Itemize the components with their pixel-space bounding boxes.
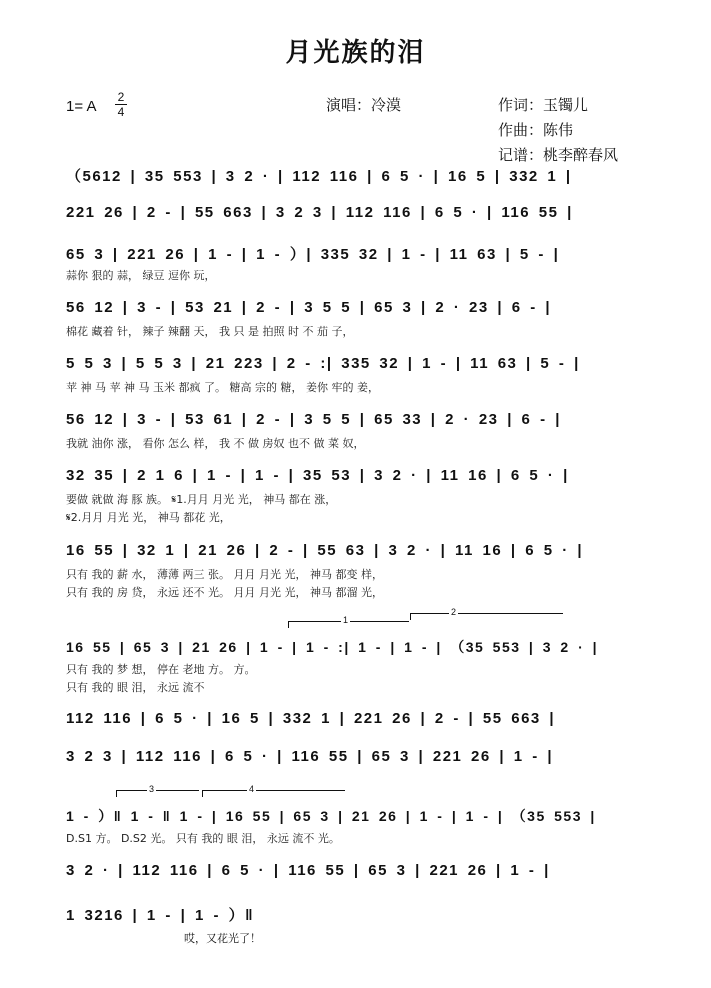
notation-row: [0, 542, 711, 599]
lyrics-line: 只有 我的 房 贷， 永远 还不 光。 月月 月光 光， 神马 都溜 光，: [66, 586, 383, 599]
notes-line: 16 55 | 65 3 | 21 26 | 1 - | 1 - :| 1 - | 1 - | （35 553 | 3 2 · |: [66, 639, 599, 655]
lyrics-line: D.S1 方。 D.S2 光。 只有 我的 眼 泪， 永远 流不 光。: [66, 832, 340, 845]
notation-row: [0, 165, 711, 205]
volta-bracket: [116, 784, 199, 797]
lyrics-line: 蒜你 狠的 蒜， 绿豆 逗你 玩，: [66, 269, 216, 282]
notation-row: [0, 748, 711, 788]
notes-line: 1 3216 | 1 - | 1 - ）‖: [66, 907, 255, 924]
volta-label: 1: [343, 615, 349, 625]
singer-credit: 演唱：冷漠: [326, 96, 402, 114]
notes-line: 16 55 | 32 1 | 21 26 | 2 - | 55 63 | 3 2 · | 11 16 | 6 5 · |: [66, 542, 584, 559]
notation-row: [0, 784, 711, 846]
meter-top: 2: [117, 90, 125, 104]
lyrics-line: 要做 就做 海 豚 族。 𝄋1.月月 月光 光， 神马 都在 涨，: [66, 493, 337, 506]
notes-line: （5612 | 35 553 | 3 2 · | 112 116 | 6 5 · | 16 5 | 332 1 |: [66, 168, 572, 185]
lyrics-line: 苹 神 马 苹 神 马 玉米 都疯 了。 糖高 宗的 糖， 姜你 牢的 姜，: [66, 381, 379, 394]
volta-bracket: [288, 615, 409, 628]
notation-row: [0, 904, 711, 944]
closing-remark: 哎，又花光了！: [184, 932, 261, 945]
key-signature: 1= A: [66, 98, 97, 115]
notes-line: 112 116 | 6 5 · | 16 5 | 332 1 | 221 26 | 2 - | 55 663 |: [66, 710, 556, 727]
notes-line: 3 2 · | 112 116 | 6 5 · | 116 55 | 65 3 | 221 26 | 1 - |: [66, 862, 550, 879]
notes-line: 5 5 3 | 5 5 3 | 21 223 | 2 - :| 335 32 | 1 - | 11 63 | 5 - |: [66, 355, 580, 372]
notes-line: 221 26 | 2 - | 55 663 | 3 2 3 | 112 116 | 6 5 · | 116 55 |: [66, 204, 573, 221]
notes-line: 65 3 | 221 26 | 1 - | 1 - ）| 335 32 | 1 - | 11 63 | 5 - |: [66, 246, 560, 263]
lyrics-line: 我就 油你 涨， 看你 怎么 样， 我 不 做 房奴 也不 做 菜 奴，: [66, 437, 365, 450]
lyrics-line: 只有 我的 薪 水， 薄薄 两三 张。 月月 月光 光， 神马 都变 样，: [66, 568, 383, 581]
lyrics-line: 棉花 藏着 针， 辣子 辣翻 天， 我 只 是 拍照 时 不 茄 子，: [66, 325, 354, 338]
notation-row: [0, 607, 711, 694]
notes-line: 1 - ）‖ 1 - ‖ 1 - | 16 55 | 65 3 | 21 26 | 1 - | 1 - | （35 553 |: [66, 808, 596, 824]
notes-line: 56 12 | 3 - | 53 61 | 2 - | 3 5 5 | 65 33 | 2 · 23 | 6 - |: [66, 411, 561, 428]
notation-row: [0, 355, 711, 395]
lyricist-credit: 作词：玉镯儿: [498, 96, 589, 114]
notes-line: 3 2 3 | 112 116 | 6 5 · | 116 55 | 65 3 | 221 26 | 1 - |: [66, 748, 554, 765]
volta-label: 2: [451, 607, 457, 617]
notation-row: [0, 299, 711, 339]
notation-row: [0, 710, 711, 750]
lyrics-line: 𝄋2.月月 月光 光， 神马 都花 光，: [66, 511, 231, 524]
notation-row: [0, 204, 711, 244]
notation-row: [0, 467, 711, 524]
notation-row: [0, 411, 711, 451]
meter-bottom: 4: [117, 105, 125, 119]
volta-label: 3: [149, 784, 155, 794]
lyrics-line: 只有 我的 眼 泪， 永远 流不: [66, 681, 205, 694]
volta-bracket: [202, 784, 345, 797]
song-title: 月光族的泪: [285, 38, 426, 68]
notation-row: [0, 862, 711, 902]
time-signature: [114, 90, 128, 119]
composer-credit: 作曲：陈伟: [498, 121, 574, 139]
volta-bracket: [410, 607, 563, 620]
volta-label: 4: [249, 784, 255, 794]
notation-row: [0, 243, 711, 283]
transcriber-credit: 记谱：桃李醉春风: [498, 146, 619, 164]
notes-line: 56 12 | 3 - | 53 21 | 2 - | 3 5 5 | 65 3 | 2 · 23 | 6 - |: [66, 299, 552, 316]
lyrics-line: 只有 我的 梦 想， 停在 老地 方。 方。: [66, 663, 256, 676]
notes-line: 32 35 | 2 1 6 | 1 - | 1 - | 35 53 | 3 2 · | 11 16 | 6 5 · |: [66, 467, 569, 484]
